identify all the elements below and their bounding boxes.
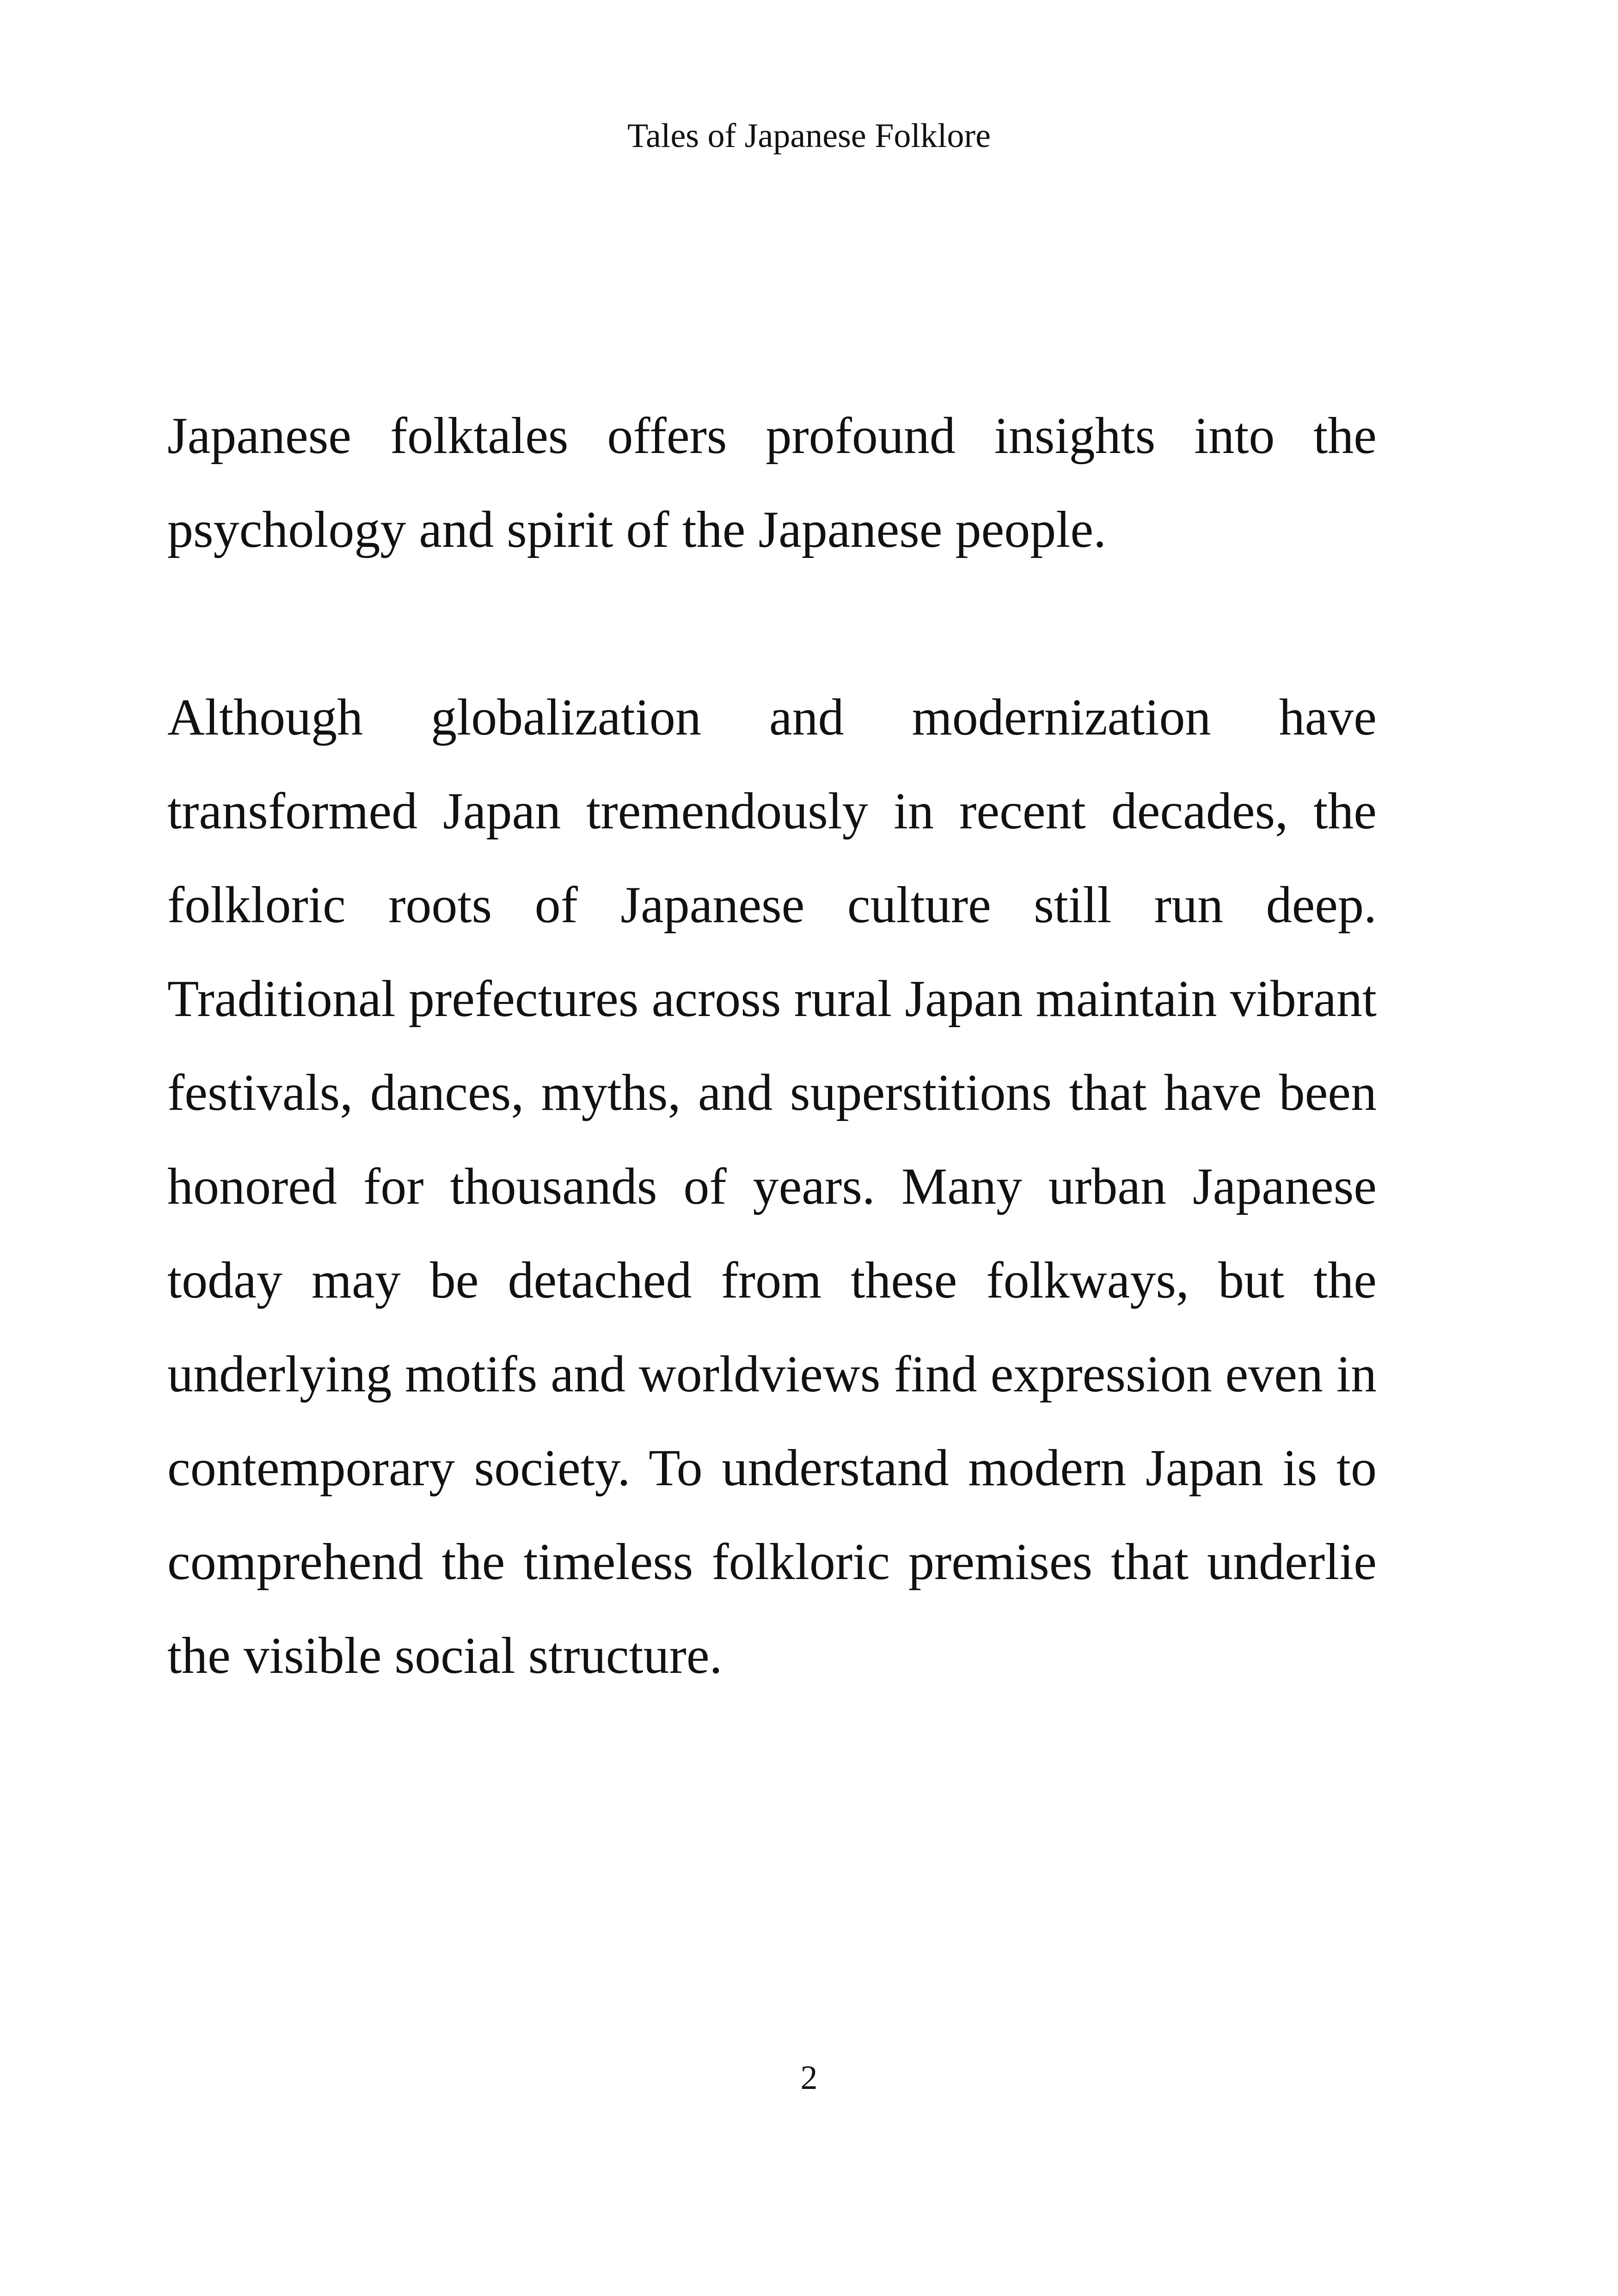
paragraph-globalization: Although globalization and modernization have transformed Japan tremendously in recent decades, the folkloric roots of Japanese culture still run deep. Traditional prefectures across rural Japan maintain vibrant festivals, dances, myths, and superstitions that have been honored for thousands of years. Many urban Japanese today may be detached from these folkways, but the underlying motifs and worldviews find expression even in contemporary society. To understand modern Japan is to comprehend the timeless folkloric premises that underlie the visible social structure.	[167, 689, 1377, 1684]
running-header: Tales of Japanese Folklore	[627, 117, 991, 155]
paragraph-intro: Japanese folktales offers profound insights into the psychology and spirit of the Japanese people.	[167, 407, 1377, 558]
body-text	[167, 389, 1377, 1703]
page-number: 2	[800, 2059, 818, 2097]
